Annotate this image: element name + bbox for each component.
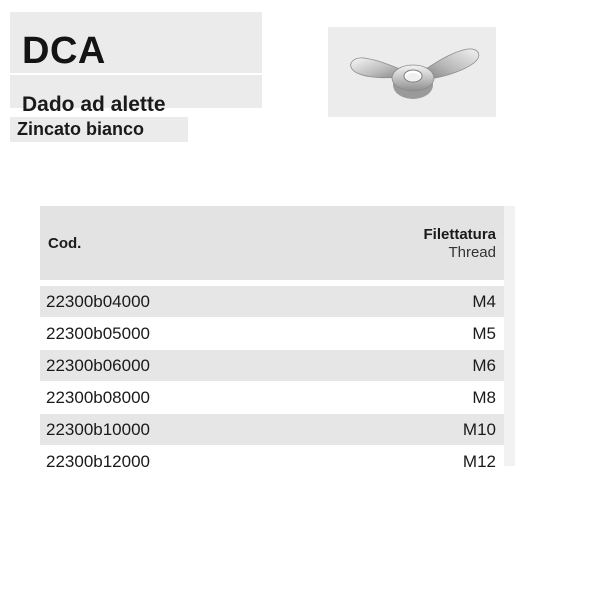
row-thread: M12 — [462, 452, 496, 471]
row-thread: M6 — [472, 356, 496, 375]
row-code: 22300b12000 — [46, 452, 151, 471]
row-code: 22300b05000 — [46, 324, 151, 343]
column-header-thread-en: Thread — [448, 244, 496, 261]
row-code: 22300b06000 — [46, 356, 151, 375]
row-thread: M10 — [462, 420, 496, 439]
thread-spec-table — [40, 206, 504, 478]
table-row — [40, 382, 504, 414]
table-row — [40, 350, 504, 382]
title-block — [10, 12, 262, 116]
column-header-thread-it: Filettatura — [423, 226, 496, 243]
title-divider — [10, 73, 262, 75]
wing-nut-image — [328, 27, 496, 117]
column-header-code: Cod. — [48, 235, 82, 252]
row-code: 22300b04000 — [46, 292, 151, 311]
product-code-title: DCA — [22, 30, 106, 72]
row-code: 22300b08000 — [46, 388, 151, 407]
table-row — [40, 318, 504, 350]
table-row — [40, 286, 504, 318]
table-right-edge — [504, 206, 515, 466]
finish-block — [10, 117, 188, 142]
table-row — [40, 414, 504, 446]
table-header — [40, 206, 504, 280]
row-thread: M5 — [472, 324, 496, 343]
table-row — [40, 446, 504, 478]
row-thread: M8 — [472, 388, 496, 407]
row-thread: M4 — [472, 292, 496, 311]
product-finish: Zincato bianco — [17, 119, 145, 139]
row-code: 22300b10000 — [46, 420, 151, 439]
product-name: Dado ad alette — [22, 93, 166, 116]
column-header-thread — [423, 226, 496, 262]
